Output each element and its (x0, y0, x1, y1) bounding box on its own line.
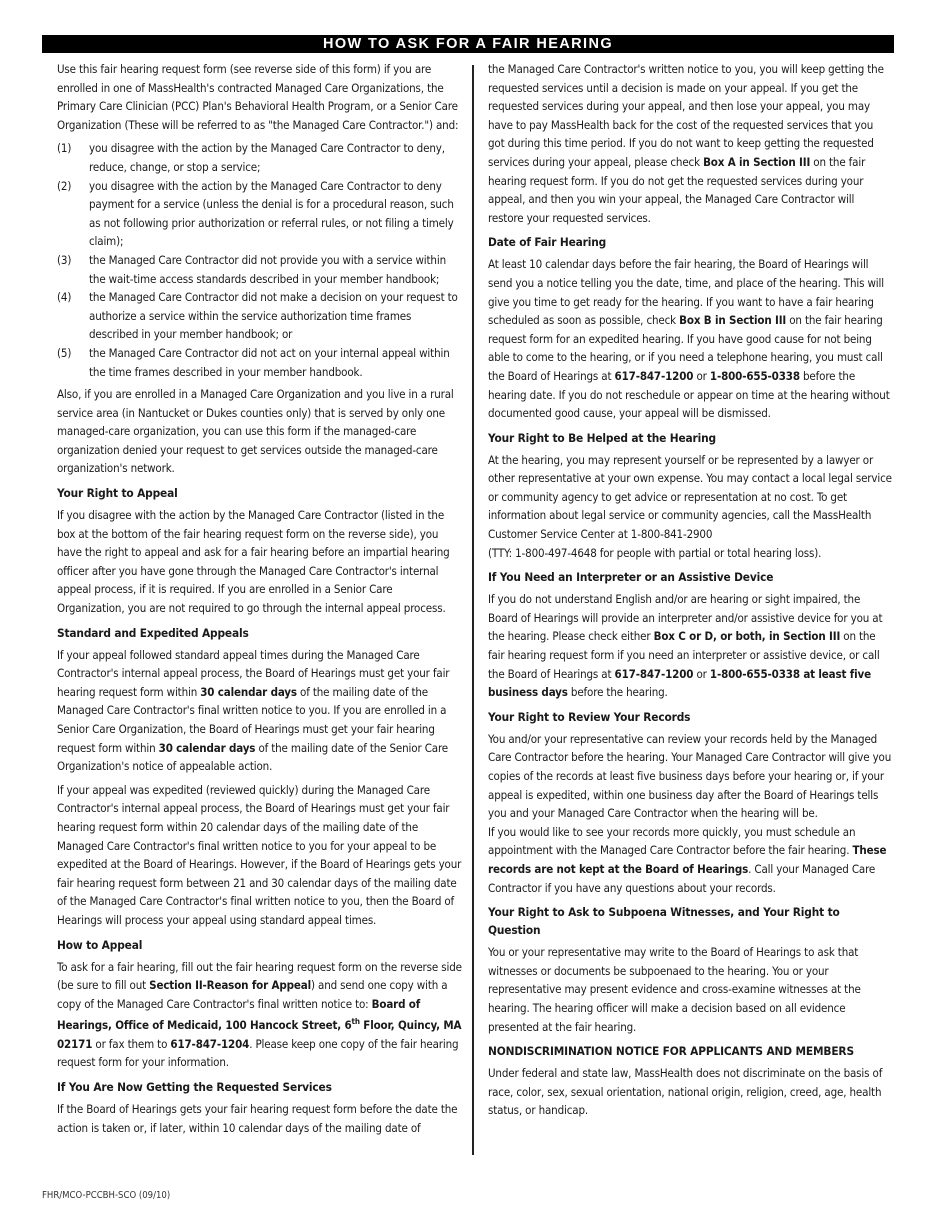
date-of-hearing-heading: Date of Fair Hearing (488, 235, 607, 250)
expedited-appeals-paragraph: If your appeal was expedited (reviewed quickly) during the Managed Care Contractor's internal appeal process, the Board of Hearings must get your fair hearing request form within 20 calendar days of the mailing date of the Managed Care Contractor's final written notice to you for your appeal to be expedited at the Board of Hearings. However, if the Board of Hearings gets your fair hearing request form between 21 and 30 calendar days of the mailing date of the Managed Care Contractor's final written notice to you, then the Board of Hearings will process your appeal using standard appeal times. (57, 782, 462, 927)
interpreter-paragraph: If you do not understand English and/or are hearing or sight impaired, the Board of Hearings will provide an interpreter and/or assistive device for you at the hearing. Please check either Box C or D, or both, in Section III on the fair hearing request form if you need an interpreter or assistive device, or call the Board of Hearings at 617-847-1200 or 1-800-655-0338 at least five business days before the hearing. (488, 592, 883, 700)
column-divider (472, 65, 474, 1155)
list-item: (5) the Managed Care Contractor did not act on your internal appeal within the time frames described in your member handbook. (57, 345, 450, 379)
list-item: (1) you disagree with the action by the Managed Care Contractor to deny, reduce, change, or stop a service; (57, 141, 445, 174)
nondiscrimination-paragraph: Under federal and state law, MassHealth does not discriminate on the basis of race, color, sex, sexual orientation, national origin, religion, creed, age, health status, or handicap. (488, 1066, 883, 1118)
interpreter-heading: If You Need an Interpreter or an Assistive Device (488, 570, 774, 585)
subpoena-heading: Your Right to Ask to Subpoena Witnesses, and Your Right to Question (488, 905, 840, 938)
conditions-list (57, 139, 462, 381)
how-to-appeal-heading: How to Appeal (57, 937, 143, 952)
left-column (57, 60, 462, 1142)
getting-services-heading: If You Are Now Getting the Requested Services (57, 1079, 332, 1094)
date-of-hearing-paragraph: At least 10 calendar days before the fair hearing, the Board of Hearings will send you a notice telling you the date, time, and place of the hearing. This will give you time to get ready for the hearing. If you want to have a fair hearing scheduled as soon as possible, check Box B in Section III on the fair hearing request form for an expedited hearing. If you have good cause for not being able to come to the hearing, or if you need a telephone hearing, you must call the Board of Hearings at 617-847-1200 or 1-800-655-0338 before the hearing date. If you do not reschedule or appear on time at the hearing without documented good cause, your appeal will be dismissed. (488, 257, 890, 421)
records-heading: Your Right to Review Your Records (488, 709, 691, 724)
how-to-appeal-paragraph: To ask for a fair hearing, fill out the fair hearing request form on the reverse side (be sure to fill out Section II-Reason for Appeal) and send one copy with a copy of the Managed Care Contractor's final written notice to: Board of Hearings, Office of Medicaid, 100 Hancock Street, 6th Floor, Quincy, MA 02171 or fax them to 617-847-1204. Please keep one copy of the fair hearing request form for your information. (57, 959, 462, 1070)
records-paragraph: You and/or your representative can review your records held by the Managed Care Contractor before the hearing. Your Managed Care Contractor will give you copies of the records at least five business days before your hearing or, if your appeal is expedited, within one business day after the Board of Hearings tells you and your Managed Care Contractor when the hearing will be. If you would like to see your records more quickly, you must schedule an appointment with the Managed Care Contractor before the fair hearing. These records are not kept at the Board of Hearings. Call your Managed Care Contractor if you have any questions about your records. (488, 731, 892, 895)
helped-paragraph: At the hearing, you may represent yourself or be represented by a lawyer or other representative at your own expense. You may contact a local legal service or community agency to get advice or representation at no cost. To get information about legal service or community agencies, call the MassHealth Customer Service Center at 1-800-841-2900 (TTY: 1-800-497-4648 for people with partial or total hearing loss). (488, 452, 892, 560)
standard-appeals-paragraph: If your appeal followed standard appeal times during the Managed Care Contractor's internal appeal process, the Board of Hearings must get your fair hearing request form within 30 calendar days of the mailing date of the Managed Care Contractor's final written notice to you. If you are enrolled in a Senior Care Organization, the Board of Hearings must get your fair hearing request form within 30 calendar days of the mailing date of the Senior Care Organization's notice of appealable action. (57, 647, 450, 774)
right-to-appeal-paragraph: If you disagree with the action by the Managed Care Contractor (listed in the box at the bottom of the fair hearing request form on the reverse side), you have the right to appeal and ask for a fair hearing before an impartial hearing officer after you have gone through the Managed Care Contractor's internal appeal process, if it is required. If you are enrolled in a Senior Care Organization, you are not required to go through the internal appeal process. (57, 508, 450, 616)
page-title-banner: HOW TO ASK FOR A FAIR HEARING (42, 35, 894, 53)
right-to-appeal-heading: Your Right to Appeal (57, 486, 178, 501)
getting-services-paragraph: If the Board of Hearings gets your fair hearing request form before the date the action is taken or, if later, within 10 calendar days of the mailing date of (57, 1101, 458, 1135)
subpoena-paragraph: You or your representative may write to the Board of Hearings to ask that witnesses or documents be subpoenaed to the hearing. You or your representative may present evidence and cross-examine witnesses at the hearing. The hearing officer will make a decision based on all evidence presented at the fair hearing. (488, 945, 861, 1034)
list-item: (4) the Managed Care Contractor did not make a decision on your request to authorize a service within the service authorization time frames described in your member handbook; or (57, 290, 458, 342)
list-item: (2) you disagree with the action by the Managed Care Contractor to deny payment for a service (unless the denial is for a procedural reason, such as not following prior authorization or referral rules, or not filing a timely claim); (57, 178, 454, 249)
form-code-footer: FHR/MCO-PCCBH-SCO (09/10) (42, 1190, 171, 1201)
rural-paragraph: Also, if you are enrolled in a Managed Care Organization and you live in a rural service area (in Nantucket or Dukes counties only) that is served by only one managed-care organization, you can use this form if the managed-care organization denied your request to get services outside the managed-care organization's network. (57, 387, 454, 476)
nondiscrimination-heading: NONDISCRIMINATION NOTICE FOR APPLICANTS AND MEMBERS (488, 1044, 854, 1059)
intro-paragraph: Use this fair hearing request form (see reverse side of this form) if you are enrolled in one of MassHealth's contracted Managed Care Organizations, the Primary Care Clinician (PCC) Plan's Behavioral Health Program, or a Senior Care Organization (These will be referred to as "the Managed Care Contractor.") and: (57, 62, 459, 132)
right-column (488, 60, 892, 1125)
standard-appeals-heading: Standard and Expedited Appeals (57, 625, 249, 640)
getting-services-continued: the Managed Care Contractor's written notice to you, you will keep getting the requested services until a decision is made on your appeal. If you get the requested services during your appeal, and then lose your appeal, you may have to pay MassHealth back for the cost of the requested services that you got during this time period. If you do not want to keep getting the requested services during your appeal, please check Box A in Section III on the fair hearing request form. If you do not get the requested services during your appeal, and then you win your appeal, the Managed Care Contractor will restore your requested services. (488, 62, 884, 225)
helped-heading: Your Right to Be Helped at the Hearing (488, 430, 716, 445)
list-item: (3) the Managed Care Contractor did not provide you with a service within the wait-time access standards described in your member handbook; (57, 252, 446, 286)
